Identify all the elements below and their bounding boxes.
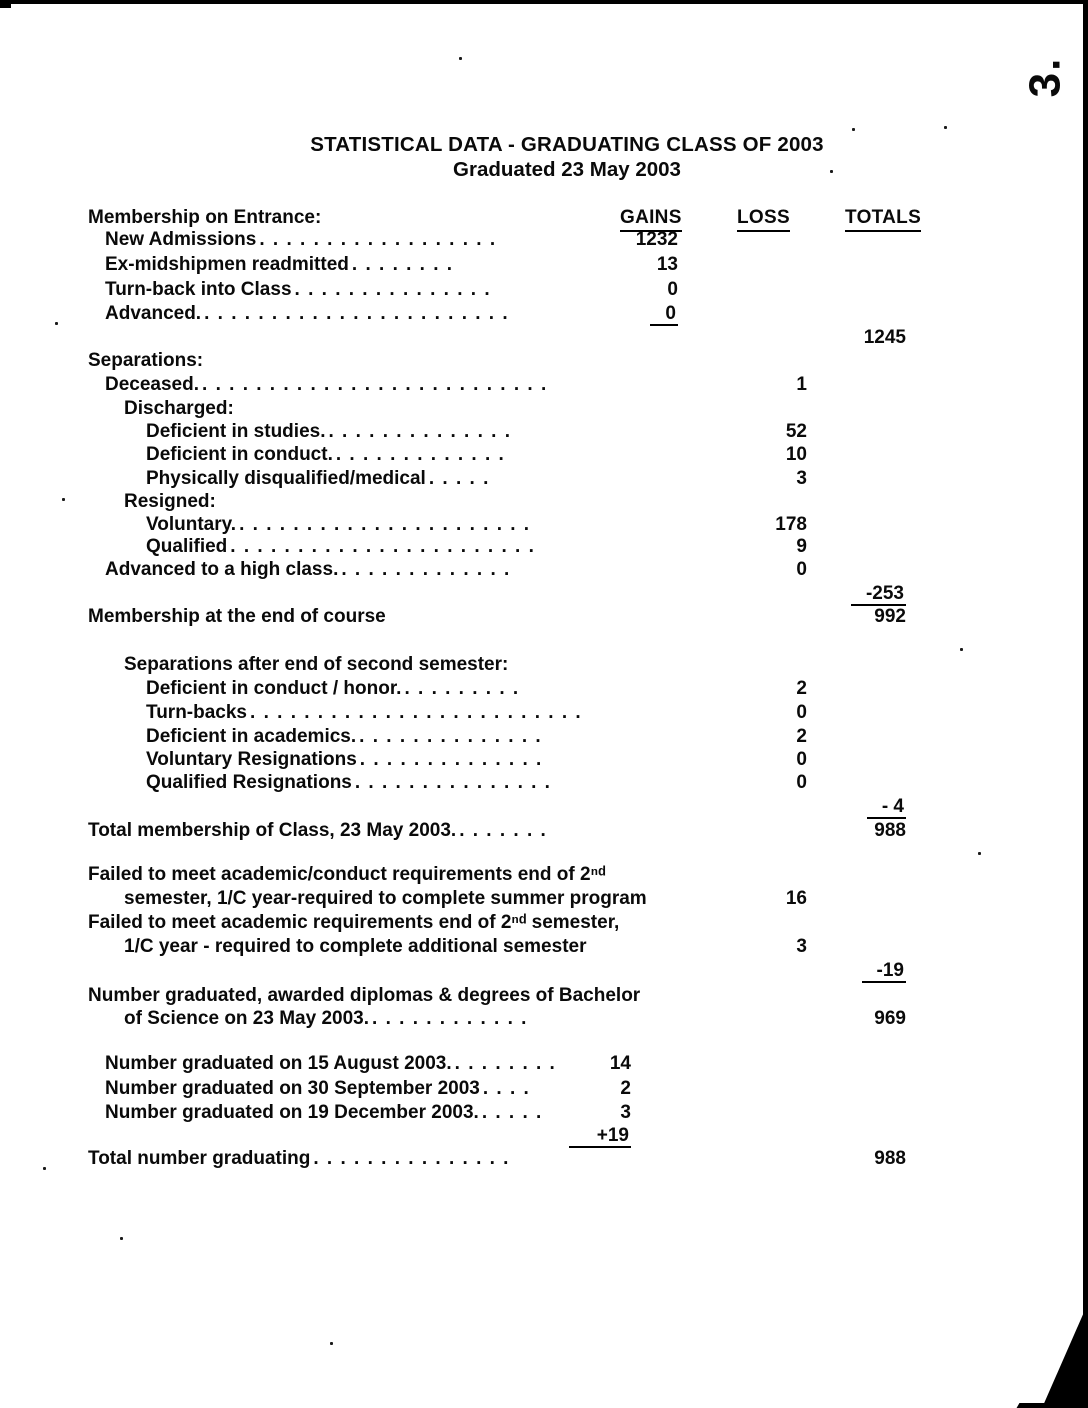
table-row [0, 725, 1088, 750]
cell-value: -253 [851, 583, 906, 606]
dot-leader: . . . . . . . . . . . . . . . . . . . . . . . . . [250, 702, 583, 723]
cell-value: 1 [796, 374, 807, 395]
dot-leader: . . . . . . . . . . . . . . . . . . . . . . [239, 514, 531, 535]
row-label: Deceased. . . . . . . . . . . . . . . . . . . . . . . . . . . [105, 374, 548, 395]
column-header-gains: GAINS [620, 206, 682, 232]
dot-leader: . . . . . . . . . [404, 678, 520, 699]
cell-value: -19 [862, 960, 906, 983]
table-row [0, 467, 1088, 492]
cell-loss [696, 535, 807, 559]
row-label: Number graduated on 15 August 2003. . . . . . . . . [105, 1053, 557, 1074]
cell-value: 0 [796, 702, 807, 723]
dot-leader: . . . . . . . . . . . . . . . . . . . . . . . [204, 303, 510, 324]
dot-leader: . . . . . . . . . . . . . . [359, 726, 543, 747]
table-row [0, 397, 1088, 422]
cell-gains [557, 278, 678, 302]
table-row [0, 1007, 1088, 1032]
row-label: Deficient in conduct. . . . . . . . . . . . . . [146, 444, 506, 465]
cell-loss [696, 725, 807, 749]
cell-gains [557, 253, 678, 277]
table-row [0, 819, 1088, 844]
table-row [0, 959, 1088, 984]
cell-value: +19 [569, 1125, 631, 1148]
table-row [0, 653, 1088, 678]
table-row [0, 748, 1088, 773]
row-label: Advanced. . . . . . . . . . . . . . . . . . . . . . . . [105, 303, 510, 324]
row-label: Ex-midshipmen readmitted . . . . . . . . [105, 254, 454, 275]
dot-leader: . . . . . [481, 1102, 543, 1123]
table-row [0, 582, 1088, 607]
cell-totals [785, 326, 906, 350]
cell-totals [785, 795, 906, 819]
row-label: Resigned: [124, 491, 216, 512]
scan-corner-bottom-right-smudge [1017, 1403, 1050, 1408]
row-label: Qualified Resignations . . . . . . . . . . . . . . . [146, 772, 552, 793]
row-label: semester, 1/C year-required to complete summer program [124, 888, 647, 909]
table-row [0, 443, 1088, 468]
row-label: of Science on 23 May 2003. . . . . . . . . . . . . [124, 1008, 528, 1029]
dot-leader: . . . . . . . . [351, 254, 454, 275]
cell-totals [785, 959, 906, 983]
table-row [0, 1077, 1088, 1102]
cell-loss [696, 771, 807, 795]
cell-totals [785, 605, 906, 629]
table-row [0, 253, 1088, 278]
cell-gains [557, 228, 678, 252]
cell-value: 1232 [635, 229, 678, 250]
cell-loss [696, 513, 807, 537]
dot-leader: . . . . . . . . . . . . . . . [294, 279, 492, 300]
table-row [0, 677, 1088, 702]
table-row [0, 795, 1088, 820]
scan-speckle [120, 1237, 123, 1240]
cell-totals [785, 1147, 906, 1171]
dot-leader: . . . . . . . . . . . . . . . . . . [259, 229, 497, 250]
scan-corner-bottom-right [1042, 1303, 1088, 1408]
row-label: Number graduated on 19 December 2003. . . . . . [105, 1102, 543, 1123]
dot-leader: . . . . . . . . . . . . . . . . . . . . . . . [230, 536, 536, 557]
table-row [0, 984, 1088, 1009]
cell-totals [785, 582, 906, 606]
dot-leader: . . . . . . . [459, 820, 548, 841]
row-label: Separations after end of second semester: [124, 654, 509, 675]
table-row [0, 349, 1088, 374]
table-row [0, 887, 1088, 912]
dot-leader: . . . . . . . . . . . . . [335, 444, 506, 465]
cell-value: 2 [796, 726, 807, 747]
table-row [0, 1124, 1088, 1149]
scan-speckle [978, 852, 981, 855]
cell-value: 0 [796, 559, 807, 580]
cell-value: 16 [785, 888, 807, 909]
cell-value: 0 [650, 303, 678, 326]
cell-totals [785, 819, 906, 843]
cell-value: 992 [874, 606, 906, 627]
scan-speckle [459, 57, 462, 60]
cell-value: 10 [785, 444, 807, 465]
row-label: Total number graduating . . . . . . . . . . . . . . . [88, 1148, 510, 1169]
page-subtitle: Graduated 23 May 2003 [453, 158, 681, 181]
row-label: Voluntary. . . . . . . . . . . . . . . . . . . . . . . [146, 514, 531, 535]
cell-mid [510, 1101, 631, 1125]
cell-value: 988 [874, 1148, 906, 1169]
scan-edge-top [0, 0, 1088, 4]
scan-speckle [960, 648, 963, 651]
cell-value: 0 [796, 772, 807, 793]
row-label: Membership at the end of course [88, 606, 386, 627]
dot-leader: . . . . . . . . [454, 1053, 557, 1074]
cell-value: 988 [874, 820, 906, 841]
row-label: Total membership of Class, 23 May 2003. . . . . . . . [88, 820, 548, 841]
cell-value: 52 [785, 421, 807, 442]
table-row [0, 935, 1088, 960]
column-header-loss: LOSS [737, 206, 790, 232]
table-row [0, 326, 1088, 351]
row-label: 1/C year - required to complete additional semester [124, 936, 587, 957]
table-row [0, 771, 1088, 796]
cell-mid [510, 1052, 631, 1076]
row-label: Number graduated on 30 September 2003 . . . . [105, 1078, 531, 1099]
cell-value: - 4 [867, 796, 906, 819]
scan-speckle [944, 126, 947, 129]
table-row [0, 278, 1088, 303]
table-row [0, 1101, 1088, 1126]
cell-value: 178 [775, 514, 807, 535]
row-label: Number graduated, awarded diplomas & degrees of Bachelor [88, 985, 641, 1006]
cell-gains [557, 302, 678, 326]
cell-loss [696, 467, 807, 491]
dot-leader: . . . . . . . . . . . . [372, 1008, 528, 1029]
cell-value: 0 [796, 749, 807, 770]
dot-leader: . . . . . . . . . . . . . . . [313, 1148, 510, 1169]
table-row [0, 228, 1088, 253]
dot-leader: . . . . [482, 1078, 531, 1099]
cell-loss [696, 373, 807, 397]
row-label: Voluntary Resignations . . . . . . . . . . . . . . [146, 749, 543, 770]
table-row [0, 302, 1088, 327]
dot-leader: . . . . . . . . . . . . . . . [354, 772, 552, 793]
cell-value: 2 [796, 678, 807, 699]
page-title: STATISTICAL DATA - GRADUATING CLASS OF 2003 [310, 133, 824, 156]
cell-loss [696, 887, 807, 911]
row-label: Qualified . . . . . . . . . . . . . . . . . . . . . . . [146, 536, 536, 557]
cell-value: 14 [609, 1053, 631, 1074]
row-label: Turn-backs . . . . . . . . . . . . . . . . . . . . . . . . . [146, 702, 583, 723]
cell-loss [696, 443, 807, 467]
scan-corner-top-left [0, 0, 11, 8]
table-row [0, 1147, 1088, 1172]
cell-value: 3 [620, 1102, 631, 1123]
table-row [0, 911, 1088, 936]
table-row [0, 558, 1088, 583]
row-label: Physically disqualified/medical . . . . . [146, 468, 490, 489]
dot-leader: . . . . . [428, 468, 490, 489]
row-label: Failed to meet academic/conduct requirements end of 2ⁿᵈ [88, 864, 606, 885]
cell-value: 9 [796, 536, 807, 557]
table-row [0, 490, 1088, 515]
cell-loss [696, 701, 807, 725]
scan-speckle [330, 1342, 333, 1345]
row-label: New Admissions . . . . . . . . . . . . . . . . . . [105, 229, 497, 250]
dot-leader: . . . . . . . . . . . . . [341, 559, 511, 580]
table-row [0, 373, 1088, 398]
section-label-membership-on-entrance: Membership on Entrance: [88, 207, 322, 228]
cell-loss [696, 558, 807, 582]
table-row [0, 863, 1088, 888]
dot-leader: . . . . . . . . . . . . . . [328, 421, 512, 442]
cell-loss [696, 748, 807, 772]
cell-loss [696, 935, 807, 959]
cell-value: 3 [796, 468, 807, 489]
table-row [0, 701, 1088, 726]
cell-value: 13 [656, 254, 678, 275]
table-row [0, 1052, 1088, 1077]
row-label: Turn-back into Class . . . . . . . . . . . . . . . [105, 279, 492, 300]
cell-totals [785, 1007, 906, 1031]
handwritten-page-number: 3. [1020, 56, 1070, 98]
cell-value: 3 [796, 936, 807, 957]
scan-speckle [852, 128, 855, 131]
table-row [0, 420, 1088, 445]
row-label: Advanced to a high class. . . . . . . . . . . . . . [105, 559, 511, 580]
cell-value: 0 [667, 279, 678, 300]
row-label: Separations: [88, 350, 204, 371]
row-label: Deficient in conduct / honor. . . . . . . . . . [146, 678, 520, 699]
row-label: Deficient in academics. . . . . . . . . . . . . . . [146, 726, 543, 747]
cell-mid [510, 1124, 631, 1148]
cell-value: 969 [874, 1008, 906, 1029]
row-label: Discharged: [124, 398, 234, 419]
table-row [0, 605, 1088, 630]
column-header-totals: TOTALS [845, 206, 921, 232]
cell-value: 1245 [863, 327, 906, 348]
cell-mid [510, 1077, 631, 1101]
dot-leader: . . . . . . . . . . . . . . [359, 749, 543, 770]
row-label: Deficient in studies. . . . . . . . . . . . . . . [146, 421, 512, 442]
cell-value: 2 [620, 1078, 631, 1099]
dot-leader: . . . . . . . . . . . . . . . . . . . . . . . . . . [202, 374, 548, 395]
table-row [0, 535, 1088, 560]
row-label: Failed to meet academic requirements end of 2ⁿᵈ semester, [88, 912, 620, 933]
cell-loss [696, 420, 807, 444]
cell-loss [696, 677, 807, 701]
